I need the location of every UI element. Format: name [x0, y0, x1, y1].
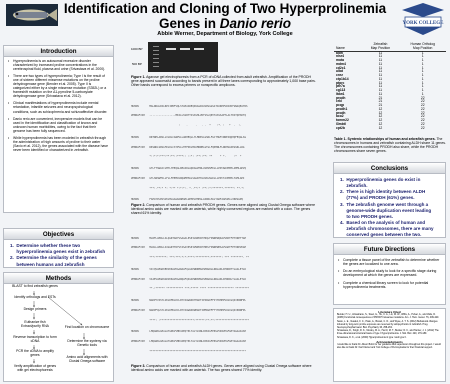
- method-synteny: Determine the synteny via Genetic tools: [67, 339, 107, 347]
- table-header-name: Name: [336, 45, 345, 50]
- conclusion-line: genome-wide duplication event leading: [340, 207, 432, 213]
- figure3-caption: Figure 3. Comparison of human and zebrafish ALDH genes. Genes were aligned using Clustal Omega software where identical amino acids are marked with an asterisk. The two genes shared 77% identity.: [131, 364, 312, 373]
- table-cell-position: 11: [378, 54, 383, 59]
- table-cell-position: 1: [421, 58, 424, 62]
- alignment-line: HUMAN MLRFLAPRLLSLQGRTARYSSAAALPSPILNPDIPYNQLFINNEWQDAVSKKTFPTVNPTTGE: [131, 236, 247, 240]
- alignment-line: HUMAN MALRRALPALRPCIPRFVQLSTAPASREQPAAGPAAVPGGGSATAVRPPVPAVDFGNAQEAYRS: [131, 104, 248, 108]
- alignment-line: ZEBRAFISH MLRLLAPRLLSIGGRTTRYSTASAVPSPIVNPDIPYNELFINNEWHSAVSGKTFPTVNPVDGE: [131, 246, 247, 250]
- table-cell-position: 1: [421, 54, 424, 59]
- table-cell-position: 1: [421, 69, 424, 74]
- table-cell-gene: pte7a: [336, 84, 345, 89]
- table-cell-position: 11: [378, 73, 383, 77]
- future-bullet: • Complete a chemical library screen to look for potential hyperprolinemia treatments.: [338, 281, 441, 289]
- alignment-line: ***:*******: ***:***:*:*:****:*********:*******: *** ********. **: [131, 256, 250, 259]
- reference-item: Srivastava, D., Singh, R. K., Moxley, M. A., Henzl, M. T., Becker, D. F., and Tanner, J. J. (2012) The three-dimensional structural basis of type II hyperprolinemia. J. Mol. Biol. 420, 176-189.: [337, 330, 439, 336]
- table-cell-position: 1: [421, 65, 424, 70]
- acknowledgments-title: Acknowledgments: [376, 340, 403, 345]
- table1-caption: Table 1. Syntenic relationships of human and zebrafish genes. The chromosomes in humans and zebrafish containing ALDH share 11 genes. The chromosomes containing PRODH also share, while the PRODH chromosomes share seven genes.: [334, 137, 446, 154]
- table-cell-position: 1: [421, 73, 424, 77]
- acknowledgments-text: I would like to thank Dr. Alison Bohn for her guidance and supervision throughout this project. I would also like to thank Dr. Karl Kleiner and York College of Pennsylvania for their financial support.: [337, 344, 441, 349]
- zebrafish-icon: [6, 4, 58, 26]
- table-cell-position: 22: [420, 99, 425, 104]
- table-cell-position: 22: [420, 95, 425, 100]
- conclusion-line: to two PRODH genes.: [340, 213, 394, 219]
- table-cell-position: 11: [378, 69, 383, 74]
- table-cell-position: 22: [420, 103, 425, 107]
- conclusion-line: 4. Based on the analysis of human and: [340, 220, 426, 226]
- table-cell-position: 22: [420, 118, 425, 122]
- table-cell-gene: prodh: [336, 95, 346, 100]
- synteny-table: [334, 43, 446, 130]
- future-bullet: • Complete a tissue panel of the zebrafish to determine whether the genes are localized to one area.: [338, 258, 441, 266]
- table-row: [334, 127, 446, 131]
- intro-bullet-1: • Hyperprolinemia is an autosomal recessive disorder characterized by increased proline concentrations in the cerebrospinal fluid, plasma and urine (Srivastava et al. 2000).: [8, 59, 109, 71]
- table-group-zebrafish: Zebrafish: [373, 42, 388, 46]
- table-header-map-human: Map Position: [413, 45, 433, 50]
- intro-bullet-5: • While hyperprolinemia has been modeled in zebrafish through the administration of high amounts of proline to their water (Savio et al. 2012), the genes associated with the disease have never been identified or characterized in zebrafish.: [8, 136, 109, 152]
- methods-panel: [3, 272, 114, 382]
- method-blast: BLAST to find zebrafish genes: [12, 284, 58, 288]
- table-header-map: Map Position: [370, 45, 391, 50]
- alignment-line: HUMAN FAEGYPLRVSVKLMLGAGDAWHGHLGEHPLHHPALLRDRLHALYARFAAEAHLLVRPGGPQ: [131, 198, 243, 202]
- alignment-line: HUMAN GTLTTSWLDCLMYLYPEQALREAIRLAQDAGVERLAVRVNFDLLLPPCNAVHEHLAMMLGEVQ: [131, 167, 247, 170]
- alignment-line: HUMAN VICQVAEGDKEDVDKAVKAARAAFQLGSPWRRMDASHRGRLLNRLADLIERDRTYLAALETLD: [131, 267, 247, 271]
- method-primers: Design primers: [23, 307, 47, 311]
- table-cell-position: 21: [378, 95, 383, 100]
- objective-line-4: between humans and zebrafish: [10, 261, 85, 267]
- table-cell-gene: crkl: [336, 99, 342, 104]
- gel-band: [166, 48, 176, 50]
- table-cell-gene: cpt2b: [336, 125, 345, 130]
- introduction-list: [8, 59, 109, 152]
- poster-authors: Abbie Werner, Department of Biology, York College: [157, 31, 293, 37]
- alignment-line: *::*:*:***:**:**::****:: ::*: :**::**: ** * *. :* *: [131, 155, 242, 159]
- table-cell-gene: aldh: [336, 50, 343, 55]
- table-cell-position: 11: [378, 88, 383, 92]
- table-cell-position: 11: [378, 61, 383, 66]
- future-directions-list: [338, 258, 441, 289]
- intro-bullet-3: • Clinical manifestations of hyperprolinemia include mental retardation, infantile seizures and neuropsychological conditions, such as schizophrenia and schizoaffective disorder.: [8, 101, 109, 113]
- table-cell-gene: pcqp: [336, 103, 344, 107]
- alignment-line: ZEBRAFISH GTLSNSWFDLLFLLFPEMAVRQAMEHALSAGIESVAVKLNLDLLLPPCTAVHEHLTAMLAEI: [131, 176, 245, 180]
- table-cell-gene: prodh1: [336, 106, 348, 111]
- literature-panel: [333, 308, 446, 382]
- table-cell-position: 12: [378, 110, 383, 115]
- alignment-line: ZEBRAFISH RKSWDLSRSLMVLKLCSYPVLLTHFDKLMAVMRRMLGTGLFQKMNLFLRRHSLREGSRLLRG: [131, 145, 245, 149]
- alignment-line: ZEBRAFISH NGKPFQLSYLVDLDMVLKCLRYYAGWADKWHGKTIPMDGEFFTYTRHEPVGVCGQIIPWNFPL: [131, 308, 247, 312]
- objective-line-3: 2. Determine the similarity of the genes: [10, 255, 97, 261]
- poster-title: Identification and Cloning of Two Hyperprolinemia Genes in Danio rerio: [63, 1, 387, 31]
- conclusion-line: zebrafish.: [340, 183, 368, 189]
- conclusion-line: 2. There is high identity between ALDH: [340, 189, 426, 195]
- objectives-panel: [3, 228, 114, 268]
- table-cell-position: 1: [421, 76, 424, 81]
- table-cell-position: 11: [378, 76, 383, 81]
- future-bullet: • Do an embryological study to look for a specific stage during development at which the genes are expressed.: [338, 269, 441, 277]
- alignment-line: HUMAN RRTWELARSLLVLRLCAWPVLLARHEQLLYLMRKVLGSRLFGCTHGFCRNEIQQHQFEQGLSG: [131, 135, 247, 139]
- prodh-alignment: [131, 98, 317, 202]
- table-cell-position: 22: [420, 125, 425, 130]
- alignment-line: HUMAN LMQAWKLGPALATGNVVVMKVAEQTPLTALYVANLIKEAGFPPGVVNIVPGFGPTAGAAIASH: [131, 330, 247, 334]
- method-amino-acid-alignment: Amino acid alignments with Clustal Omega software: [66, 355, 108, 363]
- table-cell-gene: nlsr4: [336, 54, 344, 59]
- alignment-line: ****: :**********************:******:**:**:**********************: [131, 318, 250, 322]
- table-cell-gene: l3mbtl: [336, 121, 346, 126]
- alignment-line: ***************************************************************: [131, 349, 247, 353]
- table-cell-position: 1: [421, 50, 424, 55]
- objective-line-2: hyperprolinemia genes exist in zebrafish: [10, 249, 106, 255]
- intro-bullet-2: • There are two types of hyperprolinemia; Type I is the result of one of sixteen different missense mutations on the proline dehydrogenase gene (Bender et al. 2005). Type II is categorized either by a single missense mutation (S352L) or a frameshift mutation on the Δ1-pyrroline 5-carboxylate dehydrogenase gene (Srivastava et al. 2012).: [8, 74, 109, 98]
- conclusions-title: Conclusions: [334, 163, 445, 174]
- poster-header: [0, 0, 450, 40]
- table-cell-position: 11: [378, 80, 383, 85]
- alignment-line: HUMAN NGKPYVISYLVDLDMVLKCLRYYAGWADKYHGKTIPIDGDFFSYTRHEPVGVCGQIIPWNFPL: [131, 299, 247, 302]
- alignment-line: ZEBRAFISH VIAEVAEGDKADVDKAVKAARQAFQIGSPWRSMDASERGRLLNRLADLIERDRLYLAALETLD: [131, 277, 247, 281]
- table-cell-gene: mota: [336, 58, 344, 62]
- figure2-caption: Figure 2. Comparison of human and zebrafish PRODH genes. Genes were aligned using Clustal Omega software where identical amino acids are marked with an asterisk, while highly conserved regions are marked with a colon. The genes shared 61% identity.: [131, 203, 315, 216]
- table-cell-gene: tomm22: [336, 118, 349, 122]
- svg-text:YORK COLLEGE: YORK COLLEGE: [402, 21, 444, 26]
- table-cell-position: 21: [378, 99, 383, 104]
- figure1-caption: Figure 1. Agarose gel electrophoresis from a PCR of cDNA collected from adult zebrafish. Amplification of the PRODH gene appeared successful according to bands present in all three lanes corresponding to approximately 1,000 base pairs. Other bands correspond to excess primers or nonspecific amplicons.: [131, 75, 316, 88]
- objectives-list: [4, 240, 113, 271]
- table-cell-gene: ctp1b14: [336, 76, 349, 81]
- table-cell-position: 11: [378, 84, 383, 89]
- alignment-line: ZEBRAFISH -----------------MKILLSSRYYSSSSHLVRTSSLQPVTASSSAPTLALTKSTQPSKTQ: [131, 114, 247, 118]
- table-cell-position: 11: [378, 58, 383, 62]
- conclusion-line: 3. The zebrafish genome went through a: [340, 201, 429, 207]
- table-cell-position: 11: [378, 65, 383, 70]
- table-group-human: Human Ortholog: [410, 42, 435, 46]
- table-cell-position: 22: [420, 110, 425, 115]
- method-verify: Verify amplification of genes with gel electrophoresis: [13, 364, 57, 372]
- table-cell-gene: ltdw1: [336, 91, 345, 96]
- table-cell-position: 1: [421, 88, 424, 92]
- table-cell-position: 21: [378, 103, 383, 107]
- table-cell-position: 11: [378, 91, 383, 96]
- gel-band: [180, 48, 190, 50]
- conclusion-line: conserved genes between the two.: [340, 232, 422, 238]
- method-chromosome: Find location on chromosome: [64, 325, 110, 329]
- literature-title: Literature Cited: [378, 310, 401, 314]
- table-cell-gene: aco2: [336, 114, 344, 119]
- table-cell-gene: cg113: [336, 88, 346, 92]
- gel-label-500bp: 500 BP: [132, 62, 142, 66]
- table-cell-gene: cnrz: [336, 73, 343, 77]
- table-cell-position: 1: [421, 84, 424, 89]
- conclusions-list: [334, 174, 445, 242]
- gel-label-1000bp: 1000 BP: [131, 47, 143, 51]
- alignment-line: : . . . . * :*. : * . :.: [131, 124, 242, 127]
- table-cell-position: 12: [378, 106, 383, 111]
- table-cell-gene: cd2c1: [336, 65, 346, 70]
- reference-item: Bender, H. U., Almashanu, S., Steel, G., Hu, C. A., Lin, W. W., Willis, A., Pulver, A., and Valle, D. (2005) Functional consequences of PRODH missense mutations. Am. J. Hum. Genet. 76, 409-420.: [337, 313, 439, 319]
- table-cell-position: 22: [420, 114, 425, 119]
- objective-line-1: 1. Determine whether these two: [10, 243, 81, 248]
- alignment-line: ZEBRAFISH LMQAWKLGPALATGNVVVMKVAEQTPLTALYVANLIKEAGFPPGVVNIVPGFGPTAGAAIASH: [131, 340, 247, 343]
- conclusion-line: zebrafish chromosomes, there are many: [340, 226, 434, 232]
- reference-item: Srivastava, D. K., et al. (2000) Hyperprolinemia in type I and type II.: [337, 337, 407, 340]
- method-pcr: PCR the cDNA to amplify genes: [16, 349, 54, 357]
- intro-bullet-4: • Danio rerio are convenient, inexpensive models that can be used in the identification and classification of known and unknown human morbidities, owing to the fact that their genome has been fully sequenced.: [8, 117, 109, 133]
- introduction-title: Introduction: [4, 46, 113, 57]
- alignment-line: ***:.**:* *: *:** *:*:*:. *..**:* :**::*:*******.******: **.*:: [131, 186, 245, 190]
- table-cell-position: 1: [421, 61, 424, 66]
- future-directions-panel: [333, 243, 446, 305]
- table-cell-gene: ulbd: [336, 69, 344, 74]
- table-cell-position: 22: [420, 121, 425, 126]
- gel-band: [194, 48, 204, 50]
- introduction-panel: [3, 45, 114, 213]
- method-reverse-transcription: Reverse transcription to form cDNA: [13, 335, 57, 343]
- table-cell-position: 1: [421, 80, 424, 85]
- table-cell-position: 22: [420, 106, 425, 111]
- conclusions-panel: [333, 162, 446, 238]
- table-cell-gene: ptprc: [336, 80, 345, 85]
- york-college-logo: [400, 2, 446, 36]
- aldh-alignment: [131, 230, 317, 362]
- table-body: [334, 51, 446, 130]
- method-rna: Euthanize fish Extract/purify RNA: [21, 320, 49, 328]
- table-cell-position: 12: [378, 121, 383, 126]
- table-cell-position: 12: [378, 125, 383, 130]
- alignment-line: **.:****** *********** ***:***** **** ***************** *********: [131, 287, 250, 291]
- objectives-title: Objectives: [4, 229, 113, 240]
- table-cell-gene: mdm4: [336, 61, 346, 66]
- conclusion-line: 1. Hyperprolinemia genes do exist in: [340, 177, 421, 182]
- table-cell-position: 12: [378, 118, 383, 122]
- reference-item: Savio, L. E., Vuaden, F. C., Piato, A., Bonan, C. D., and Wyse, A. T. S. (2012) Behavioral changes induced by long-term proline exposure are reversed by antipsychotics in zebrafish. Prog. Neuropsychopharmacol. Biol. Psychiatry 36, 258-263.: [337, 320, 438, 329]
- gel-image: [148, 42, 218, 72]
- table-cell-gene: prodh: [336, 110, 346, 115]
- methods-title: Methods: [4, 273, 113, 284]
- gel-ladder: [153, 46, 159, 68]
- table-cell-position: 12: [378, 114, 383, 119]
- future-directions-title: Future Directions: [334, 244, 445, 255]
- conclusion-line: (77%) and PRODH (61%) genes.: [340, 195, 415, 201]
- table-cell-position: 1: [421, 91, 424, 96]
- table-cell-position: 11: [378, 50, 383, 55]
- method-orthologs: Identify orthologs and ESTs: [14, 295, 56, 299]
